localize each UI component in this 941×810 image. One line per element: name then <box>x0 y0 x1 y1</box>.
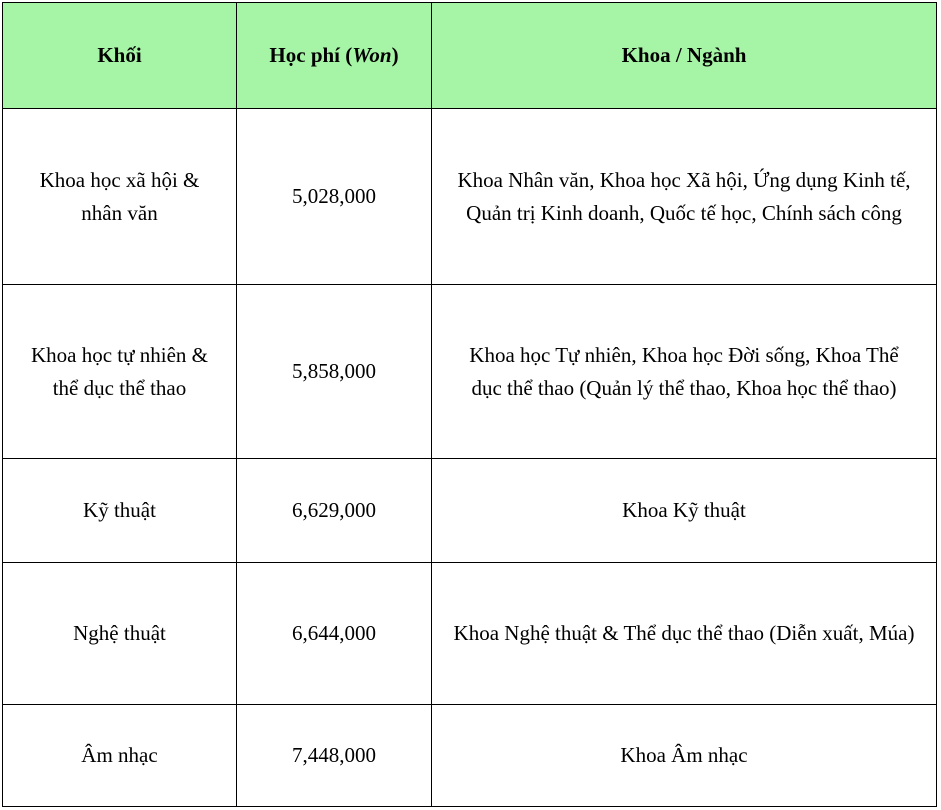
header-fee <box>237 3 432 109</box>
table-row <box>3 109 937 285</box>
table-row <box>3 285 937 459</box>
tuition-table <box>2 2 937 807</box>
cell-fee: 5,028,000 <box>237 109 432 285</box>
cell-department: Khoa Nghệ thuật & Thể dục thể thao (Diễn xuất, Múa) <box>432 563 937 705</box>
table-row <box>3 459 937 563</box>
cell-department: Khoa Âm nhạc <box>432 705 937 807</box>
cell-department: Khoa học Tự nhiên, Khoa học Đời sống, Khoa Thể dục thể thao (Quản lý thể thao, Khoa học thể thao) <box>432 285 937 459</box>
header-department: Khoa / Ngành <box>432 3 937 109</box>
cell-group: Khoa học xã hội & nhân văn <box>3 109 237 285</box>
cell-fee: 5,858,000 <box>237 285 432 459</box>
header-group: Khối <box>3 3 237 109</box>
cell-group: Khoa học tự nhiên & thể dục thể thao <box>3 285 237 459</box>
table-row <box>3 563 937 705</box>
cell-fee: 6,629,000 <box>237 459 432 563</box>
header-fee-suffix: ) <box>391 43 399 67</box>
header-fee-unit: Won <box>352 43 392 67</box>
table-row <box>3 705 937 807</box>
cell-department: Khoa Nhân văn, Khoa học Xã hội, Ứng dụng Kinh tế, Quản trị Kinh doanh, Quốc tế học, Chính sách công <box>432 109 937 285</box>
cell-fee: 7,448,000 <box>237 705 432 807</box>
header-fee-prefix: Học phí ( <box>269 43 353 67</box>
cell-group: Âm nhạc <box>3 705 237 807</box>
cell-fee: 6,644,000 <box>237 563 432 705</box>
cell-department: Khoa Kỹ thuật <box>432 459 937 563</box>
table-header-row <box>3 3 937 109</box>
cell-group: Kỹ thuật <box>3 459 237 563</box>
cell-group: Nghệ thuật <box>3 563 237 705</box>
